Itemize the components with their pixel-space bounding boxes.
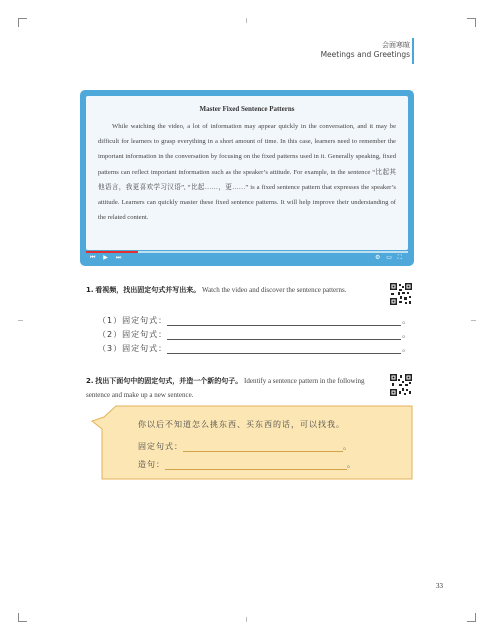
question-number: 1.	[86, 286, 94, 294]
qr-code-icon[interactable]	[390, 283, 412, 305]
crop-mark	[18, 613, 27, 622]
pattern-row	[138, 441, 352, 452]
video-progress-bar[interactable]	[86, 251, 408, 253]
answer-row	[98, 343, 411, 354]
sentence-label: 造句：	[138, 460, 165, 469]
question-instruction-en: Identify a sentence pattern in the following sentence and make up a new sentence.	[86, 377, 365, 399]
header-english: Meetings and Greetings	[320, 50, 410, 59]
header-accent-bar	[412, 38, 414, 64]
answer-row	[98, 315, 411, 326]
sentence-row	[138, 459, 356, 470]
pattern-blank[interactable]	[183, 442, 343, 452]
registration-tick	[18, 320, 23, 321]
settings-fullscreen-icons[interactable]: ⚙ ▭ ⛶	[374, 254, 404, 261]
sentence-end-mark: 。	[347, 460, 356, 469]
registration-tick	[246, 617, 247, 622]
answer-end-mark: 。	[402, 330, 412, 339]
page-number: 33	[436, 582, 443, 590]
answer-row-label: （1）固定句式：	[98, 316, 168, 325]
video-title: Master Fixed Sentence Patterns	[199, 105, 295, 113]
crop-mark	[467, 613, 476, 622]
video-screen	[86, 96, 408, 250]
answer-blank[interactable]	[167, 344, 401, 354]
question-number: 2.	[86, 377, 94, 385]
video-controls	[90, 254, 404, 264]
registration-tick	[246, 18, 247, 23]
question-1	[86, 283, 386, 297]
question-instruction-zh: 找出下面句中的固定句式，并造一个新的句子。	[95, 377, 243, 385]
answer-blank[interactable]	[167, 316, 401, 326]
answer-end-mark: 。	[402, 344, 412, 353]
video-player[interactable]	[80, 90, 414, 266]
question-instruction-zh: 看视频，找出固定句式并写出来。	[95, 286, 201, 294]
pattern-label: 固定句式：	[138, 442, 183, 451]
video-body-text: While watching the video, a lot of information may appear quickly in the conversation, and it may be difficult for learners to grasp everything in a short amount of time. In this case, learners need to remember the important information in the conversation by focusing on the fixed patterns used in it. Generally speaking, fixed patterns can reflect important information such as the speaker’s attitude. For example, in the sentence “比起其他语言，我更喜欢学习汉语”, “比起……，更……” is a fixed sentence pattern that expresses the speaker’s attitude. Learners can quickly master these fixed sentence patterns. It will help improve their understanding of the related content.	[98, 123, 396, 222]
answer-row-label: （3）固定句式：	[98, 344, 168, 353]
example-sentence: 你以后不知道怎么挑东西、买东西的话，可以找我。	[138, 420, 345, 429]
crop-mark	[18, 18, 27, 27]
sentence-blank[interactable]	[165, 460, 347, 470]
video-progress-fill	[86, 251, 138, 253]
answer-row	[98, 329, 411, 340]
registration-tick	[471, 320, 476, 321]
question-2	[86, 374, 386, 402]
question-instruction-en: Watch the video and discover the sentence patterns.	[202, 286, 347, 294]
running-header	[321, 40, 410, 60]
answer-blank[interactable]	[167, 330, 401, 340]
example-box	[86, 405, 414, 480]
answer-end-mark: 。	[402, 316, 412, 325]
answer-row-label: （2）固定句式：	[98, 330, 168, 339]
pattern-end-mark: 。	[343, 442, 352, 451]
header-chinese: 会面寒暄	[382, 41, 410, 49]
crop-mark	[467, 18, 476, 27]
qr-code-icon[interactable]	[390, 374, 412, 396]
playback-controls-icons[interactable]: ⏮ ▶ ⏭	[90, 254, 125, 261]
